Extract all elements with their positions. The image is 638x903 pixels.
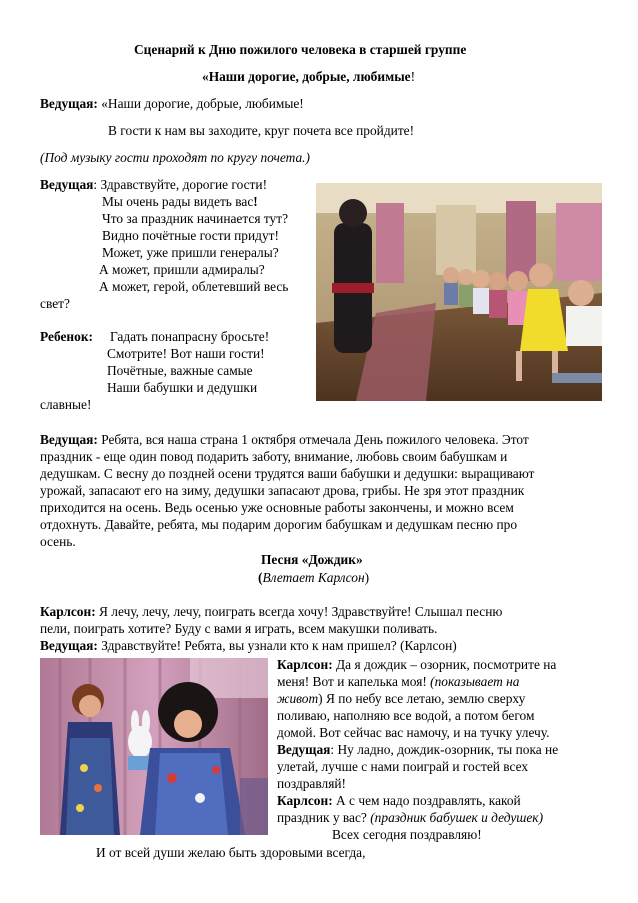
- karlson-line: поливаю, наполняю все водой, а потом бегом: [277, 708, 535, 723]
- document-title: Сценарий к Дню пожилого человека в старшей группе: [134, 42, 467, 57]
- karlson-line: Всех сегодня поздравляю!: [332, 827, 482, 842]
- child-line-1: [40, 329, 93, 345]
- karlson-line: Карлсон: А с чем надо поздравлять, какой: [277, 793, 521, 808]
- speaker-label: Карлсон:: [40, 604, 96, 619]
- poem-line: Что за праздник начинается тут?: [102, 211, 289, 226]
- document-subtitle: «Наши дорогие, добрые, любимые!: [202, 69, 416, 84]
- paragraph-line: урожай, запасают его на зиму, дедушки запасают дрова, грибы. Не зря этот праздник: [40, 483, 525, 498]
- stage-direction: (Под музыку гости проходят по кругу почета.): [40, 150, 310, 165]
- poem-line: Гадать понапрасну бросьте!: [110, 329, 270, 344]
- poem-line: свет?: [40, 296, 70, 311]
- song-title: Песня «Дождик»: [261, 552, 363, 567]
- karlson-line: живот) Я по небу все летаю, землю сверху: [277, 691, 526, 706]
- poem-line: Почётные, важные самые: [107, 363, 253, 378]
- poem-line: А может, герой, облетевший весь: [99, 279, 289, 294]
- karlson-line: меня! Вот и капелька моя! (показывает на: [277, 674, 520, 689]
- closing-line: И от всей души желаю быть здоровыми всегда,: [96, 845, 366, 860]
- speaker-label: Карлсон:: [277, 793, 333, 808]
- karlson-line: пели, поиграть хотите? Буду с вами я играть, всем макушки поливать.: [40, 621, 438, 636]
- speaker-label: Карлсон:: [277, 657, 333, 672]
- poem-line: А может, пришли адмиралы?: [99, 262, 265, 277]
- host-line: Ведущая: Здравствуйте! Ребята, вы узнали кто к нам пришел? (Карлсон): [40, 638, 457, 653]
- karlson-performance-photo: [40, 658, 268, 835]
- poem-line: Мы очень рады видеть вас!: [102, 194, 258, 209]
- song-direction: (Влетает Карлсон): [258, 570, 370, 585]
- paragraph-line: приходится на осень. Ведь осенью уже основные работы закончены, и можно всем: [40, 500, 514, 515]
- speaker-label: Ведущая:: [40, 96, 98, 111]
- speaker-label: Ведущая: [40, 177, 94, 192]
- speaker-label: Ребенок:: [40, 329, 93, 344]
- host-line: поздравляй!: [277, 776, 346, 791]
- host-line-2: В гости к нам вы заходите, круг почета все пройдите!: [108, 123, 415, 138]
- paragraph-line: отдохнуть. Давайте, ребята, мы подарим дорогим бабушкам и дедушкам песню про: [40, 517, 518, 532]
- paragraph-line: осень.: [40, 534, 76, 549]
- host-line: Ведущая: Ну ладно, дождик-озорник, ты пока не: [277, 742, 559, 757]
- speaker-label: Ведущая: [277, 742, 331, 757]
- children-seated-photo: [316, 183, 602, 401]
- speaker-label: Ведущая:: [40, 432, 98, 447]
- poem-line: Может, уже пришли генералы?: [102, 245, 279, 260]
- karlson-line: домой. Вот сейчас вас намочу, и на тучку улечу.: [277, 725, 550, 740]
- host-greeting-line: Ведущая: Здравствуйте, дорогие гости!: [40, 177, 268, 192]
- poem-line: Видно почётные гости придут!: [102, 228, 279, 243]
- karlson-line: праздник у вас? (праздник бабушек и дедушек): [277, 810, 544, 825]
- poem-line: Смотрите! Вот наши гости!: [107, 346, 265, 361]
- poem-line: Наши бабушки и дедушки: [107, 380, 258, 395]
- speaker-label: Ведущая:: [40, 638, 98, 653]
- karlson-line: Карлсон: Я лечу, лечу, лечу, поиграть всегда хочу! Здравствуйте! Слышал песню: [40, 604, 503, 619]
- paragraph-line: дедушкам. С весну до поздней осени трудятся ваши бабушки и дедушки: выращивают: [40, 466, 535, 481]
- karlson-line: Карлсон: Да я дождик – озорник, посмотрите на: [277, 657, 557, 672]
- host-line: улетай, лучше с нами поиграй и гостей всех: [277, 759, 529, 774]
- poem-line: славные!: [40, 397, 92, 412]
- host-line-1: Ведущая: «Наши дорогие, добрые, любимые!: [40, 96, 304, 111]
- paragraph-line: Ведущая: Ребята, вся наша страна 1 октября отмечала День пожилого человека. Этот: [40, 432, 529, 447]
- paragraph-line: праздник - еще один повод подарить заботу, внимание, любовь своим бабушкам и: [40, 449, 508, 464]
